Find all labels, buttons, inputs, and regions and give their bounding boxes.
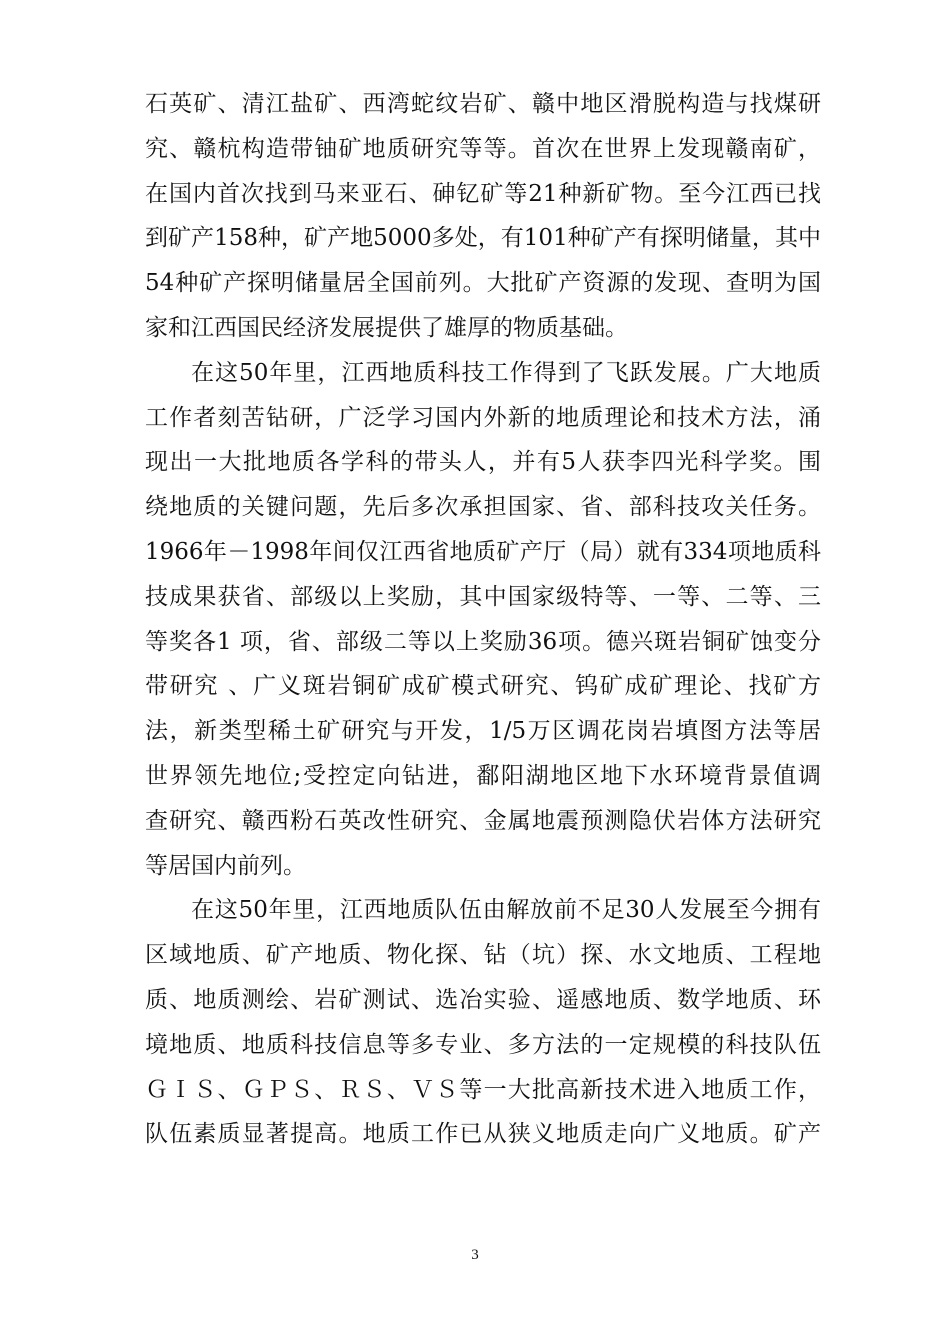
text-line: 在国内首次找到马来亚石、砷钇矿等21种新矿物。至今江西已找: [145, 180, 821, 207]
text-line: 石英矿、清江盐矿、西湾蛇纹岩矿、赣中地区滑脱构造与找煤研: [145, 91, 821, 117]
text-line: 现出一大批地质各学科的带头人，并有5人获李四光科学奖。围: [145, 449, 821, 476]
text-line: 世界领先地位;受控定向钻进，鄱阳湖地区地下水环境背景值调: [145, 762, 821, 789]
text-line: 查研究、赣西粉石英改性研究、金属地震预测隐伏岩体方法研究: [145, 807, 821, 834]
text-line: 队伍素质显著提高。地质工作已从狭义地质走向广义地质。矿产: [145, 1121, 821, 1148]
text-line: 境地质、地质科技信息等多专业、多方法的一定规模的科技队伍: [145, 1031, 821, 1058]
body-text: [145, 82, 821, 1157]
paragraph-first-line: 在这50年里，江西地质队伍由解放前不足30人发展至今拥有: [191, 897, 821, 924]
text-line: 1966年－1998年间仅江西省地质矿产厅（局）就有334项地质科: [145, 538, 821, 565]
text-line: 技成果获省、部级以上奖励，其中国家级特等、一等、二等、三: [145, 583, 821, 610]
text-line: 到矿产158种，矿产地5000多处，有101种矿产有探明储量，其中: [145, 225, 821, 252]
text-line: 质、地质测绘、岩矿测试、选冶实验、遥感地质、数学地质、环: [145, 986, 821, 1013]
text-line: 法，新类型稀土矿研究与开发，1/5万区调花岗岩填图方法等居: [145, 718, 821, 745]
text-line: 带研究 、广义斑岩铜矿成矿模式研究、钨矿成矿理论、找矿方: [145, 673, 821, 700]
text-line: 家和江西国民经济发展提供了雄厚的物质基础。: [145, 314, 628, 341]
text-line: ＧＩＳ、ＧＰＳ、ＲＳ、ＶＳ等一大批高新技术进入地质工作，: [145, 1076, 821, 1103]
text-line: 工作者刻苦钻研，广泛学习国内外新的地质理论和技术方法，涌: [145, 404, 821, 431]
text-line: 绕地质的关键问题，先后多次承担国家、省、部科技攻关任务。: [145, 494, 821, 521]
text-line: 究、赣杭构造带铀矿地质研究等等。首次在世界上发现赣南矿，: [145, 135, 821, 162]
text-line: 54种矿产探明储量居全国前列。大批矿产资源的发现、查明为国: [145, 270, 821, 297]
page-number: 3: [471, 1247, 479, 1263]
text-line: 等奖各1 项，省、部级二等以上奖励36项。德兴斑岩铜矿蚀变分: [145, 628, 821, 655]
text-line: 等居国内前列。: [145, 852, 306, 879]
paragraph-first-line: 在这50年里，江西地质科技工作得到了飞跃发展。广大地质: [191, 359, 821, 386]
text-line: 区域地质、矿产地质、物化探、钻（坑）探、水文地质、工程地: [145, 942, 821, 969]
